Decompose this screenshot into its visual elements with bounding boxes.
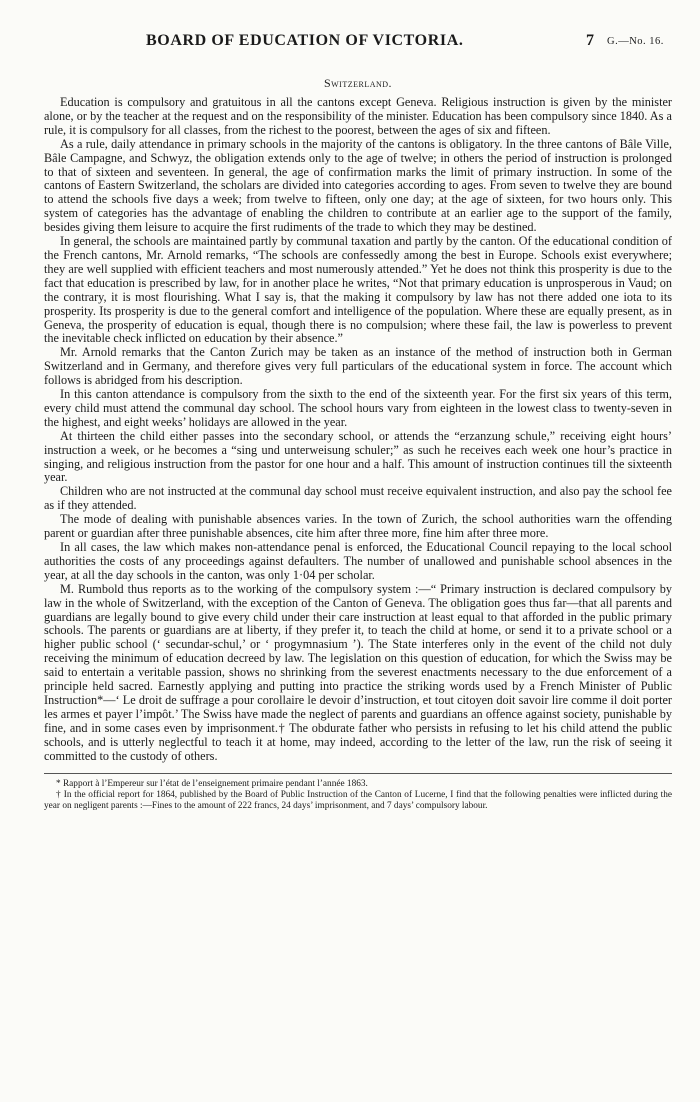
footnote-divider [44,773,672,774]
body-text [44,76,672,812]
footnote: * Rapport à l’Empereur sur l’état de l’enseignement primaire pendant l’année 1863. [56,778,368,789]
paragraph: M. Rumbold thus reports as to the working of the compulsory system :—“ Primary instruction is declared compulsory by law in the whole of Switzerland, with the exception of the Canton of Geneva. The obligation goes thus far—that all parents and guardians are legally bound to give every child under their care instruction at least equal to that afforded in the public primary schools. The parents or guardians are at liberty, if they prefer it, to teach the child at home, or send it to a private school or a higher public school (‘ secundar-schul,’ or ‘ progymnasium ’). The State interferes only in the event of the child not duly receiving the minimum of education decreed by law. The legislation on this question of education, for which the Swiss may be said to entertain a veritable passion, shows no shrinking from the severest enactments necessary to the due enforcement of a principle held sacred. Earnestly applying and putting into practice the striking words used by a French Minister of Public Instruction*—‘ Le droit de suffrage a pour corollaire le devoir d’instruction, et tout citoyen doit savoir lire comme il doit porter les armes et payer l’impôt.’ The Swiss have made the neglect of parents and guardians an offence against society, punishable by fine, and in some cases even by imprisonment.† The obdurate father who persists in refusing to let his child attend the public schools, and is utterly neglectful to teach it at home, may indeed, according to the letter of the law, run the risk of seeing it committed to the custody of others. [44,581,672,763]
section-title: Switzerland. [323,76,393,90]
page-number: 7 [586,32,594,49]
paragraph: Education is compulsory and gratuitous in all the cantons except Geneva. Religious instruction is given by the minister alone, or by the teacher at the request and on the responsibility of the minister. Education has been compulsory since 1840. As a rule, it is compulsory for all classes, from the richest to the poorest, between the ages of six and fifteen. [44,95,672,137]
header-title: BOARD OF EDUCATION OF VICTORIA. [146,32,464,49]
running-header [0,32,700,54]
paragraph: The mode of dealing with punishable absences varies. In the town of Zurich, the school authorities warn the offending parent or guardian after three punishable absences, cite him after three more, fine him after three more. [44,512,672,541]
document-reference: G.—No. 16. [607,36,664,47]
paragraph: In all cases, the law which makes non-attendance penal is enforced, the Educational Council repaying to the local school authorities the costs of any proceedings against defaulters. The number of unallowed and punishable school absences in the year, at all the day schools in the canton, was only 1·04 per scholar. [44,540,672,582]
paragraph: As a rule, daily attendance in primary schools in the majority of the cantons is obligatory. In the three cantons of Bâle Ville, Bâle Campagne, and Schwyz, the obligation extends only to the age of twelve; in others the period of instruction is prolonged to that of sixteen and seventeen. In general, the age of confirmation marks the limit of primary instruction. In some of the cantons of Eastern Switzerland, the scholars are divided into categories according to ages. From seven to twelve they are bound to attend the schools five days a week; from twelve to fifteen, only one day; at the age of sixteen, for two hours only. This system of categories has the advantage of enabling the children to contribute at an earlier age to the support of the family, besides giving them leisure to acquire the first rudiments of the trade to which they may be destined. [44,136,672,235]
paragraph: In this canton attendance is compulsory from the sixth to the end of the sixteenth year. For the first six years of this term, every child must attend the communal day school. The school hours vary from eighteen in the lowest class to twenty-seven in the highest, and eight weeks’ holidays are allowed in the year. [44,387,672,429]
footnote: † In the official report for 1864, published by the Board of Public Instruction of the Canton of Lucerne, I find that the following penalties were inflicted during the year on negligent parents :—Fines to the amount of 222 francs, 24 days’ imprisonment, and 7 days’ compulsory labour. [44,789,672,811]
paragraph: At thirteen the child either passes into the secondary school, or attends the “erzanzung schule,” receiving eight hours’ instruction a week, or he becomes a “sing und unterweisung schuler;” as such he receives each week one hour’s practice in singing, and religious instruction from the pastor for one hour and a half. This amount of instruction continues till the sixteenth year. [44,428,672,485]
paragraph: In general, the schools are maintained partly by communal taxation and partly by the canton. Of the educational condition of the French cantons, Mr. Arnold remarks, “The schools are confessedly among the best in Europe. Schools exist everywhere; they are well supplied with efficient teachers and most numerously attended.” Yet he does not think this prosperity is due to the fact that education is prescribed by law, for in another place he writes, “Not that primary education is unprosperous in Vaud; on the contrary, it is most flourishing. What I say is, that the making it compulsory by law has not there added one iota to its prosperity. Its prosperity is due to the general comfort and intelligence of the population. Where these are equally present, as in Geneva, the prosperity of education is equal, though there is no compulsion; where these fail, the law is powerless to prevent the inevitable check inflicted on education by their absence.” [44,234,672,346]
paragraph: Children who are not instructed at the communal day school must receive equivalent instruction, and also pay the school fee as if they attended. [44,484,672,513]
paragraph: Mr. Arnold remarks that the Canton Zurich may be taken as an instance of the method of instruction both in German Switzerland and in Germany, and therefore gives very full particulars of the educational system in force. The account which follows is abridged from his description. [44,345,672,388]
